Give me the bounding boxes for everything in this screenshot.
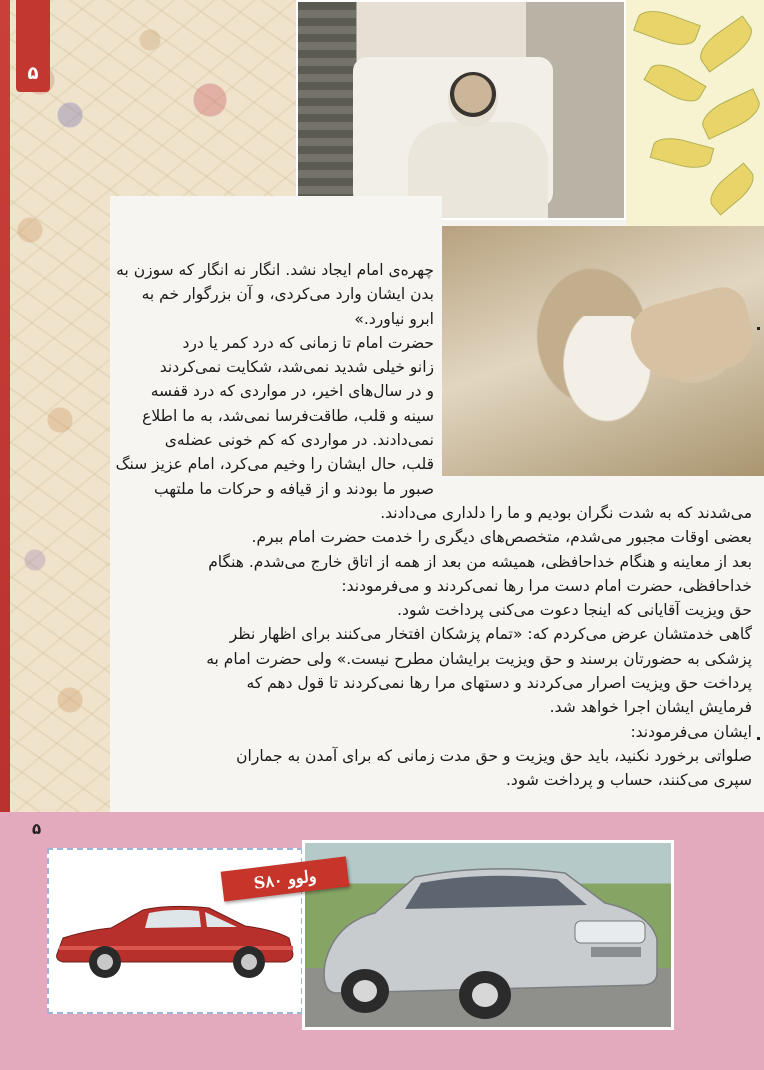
plant-illustration [626,0,764,226]
text-line: و در سال‌های اخیر، در مواردی که درد قفسه [150,382,434,401]
text-line: حق ویزیت آقایانی که اینجا دعوت می‌کنی پرداخت شود. [397,601,752,620]
photo-imam-reading [296,0,626,220]
margin-dot [757,327,760,330]
text-line: قلب، حال ایشان را وخیم می‌کرد، امام عزیز سنگ [115,455,434,474]
leaf [704,162,761,215]
text-line: سینه و قلب، طاقت‌فرسا نمی‌شد، به ما اطلاع [142,406,434,425]
leaf [633,4,701,52]
photo-imam-treatment [442,226,764,476]
text-line: خداحافظی، حضرت امام دست مرا رها نمی‌کردند و می‌فرمودند: [341,576,752,595]
text-line: نمی‌دادند. در مواردی که کم خونی عضله‌ی [164,431,434,450]
text-line: بعد از معاینه و هنگام خداحافظی، همیشه من بعد از همه از اتاق خارج می‌شدم. هنگام [208,552,752,571]
car-main-photo [302,840,674,1030]
leaf [697,88,764,140]
text-line: پرداخت حق ویزیت اصرار می‌کردند و دستهای مرا رها نمی‌کردند تا قول دهم که [246,674,752,693]
leaf [643,57,706,109]
red-edge-strip [0,0,10,812]
medical-monitor [298,2,356,220]
text-line: ایشان می‌فرمودند: [630,722,752,741]
text-line: فرمایش ایشان اجرا خواهد شد. [549,698,752,717]
leaf [693,15,758,72]
text-line: صبور ما بودند و از قیافه و حرکات ما ملتهب [154,479,434,498]
article-text-narrow [116,258,434,501]
bottom-page-number: ۵ [32,820,42,838]
text-line: گاهی خدمتشان عرض می‌کردم که: «تمام پزشکان افتخار می‌کنند برای اظهار نظر [229,625,752,644]
text-line: بدن ایشان وارد می‌کردی، و آن بزرگوار خم به [141,285,434,304]
text-line: بعضی اوقات مجبور می‌شدم، متخصص‌های دیگری را خدمت حضرت امام ببرم. [251,528,752,547]
text-line: ابرو نیاورد.» [354,309,434,328]
text-line: می‌شدند که به شدت نگران بودیم و ما را دلداری می‌دادند. [380,504,752,522]
page-number: ۵ [27,63,39,84]
text-line: پزشکی به حضورتان برسند و حق ویزیت برایشان مطرح نیست.» ولی حضرت امام به [206,649,752,668]
text-line: سپری می‌کنند، حساب و پرداخت شود. [506,771,752,790]
figure-head [448,72,498,127]
front-car-icon [305,843,671,1027]
article-text-wide [116,501,752,793]
text-line: چهره‌ی امام ایجاد نشد. انگار نه انگار که سوزن به [116,261,434,279]
text-line: حضرت امام تا زمانی که درد کمر یا درد [182,333,434,352]
leaf [650,133,715,174]
text-line: زانو خیلی شدید نمی‌شد، شکایت نمی‌کردند [159,358,434,377]
margin-dot [757,737,760,740]
text-line: صلواتی برخورد نکنید، باید حق ویزیت و حق مدت زمانی که برای آمدن به جماران [236,746,752,765]
page-number-tab [16,0,50,92]
car-model-label: ولوو S۸۰ [221,856,350,901]
